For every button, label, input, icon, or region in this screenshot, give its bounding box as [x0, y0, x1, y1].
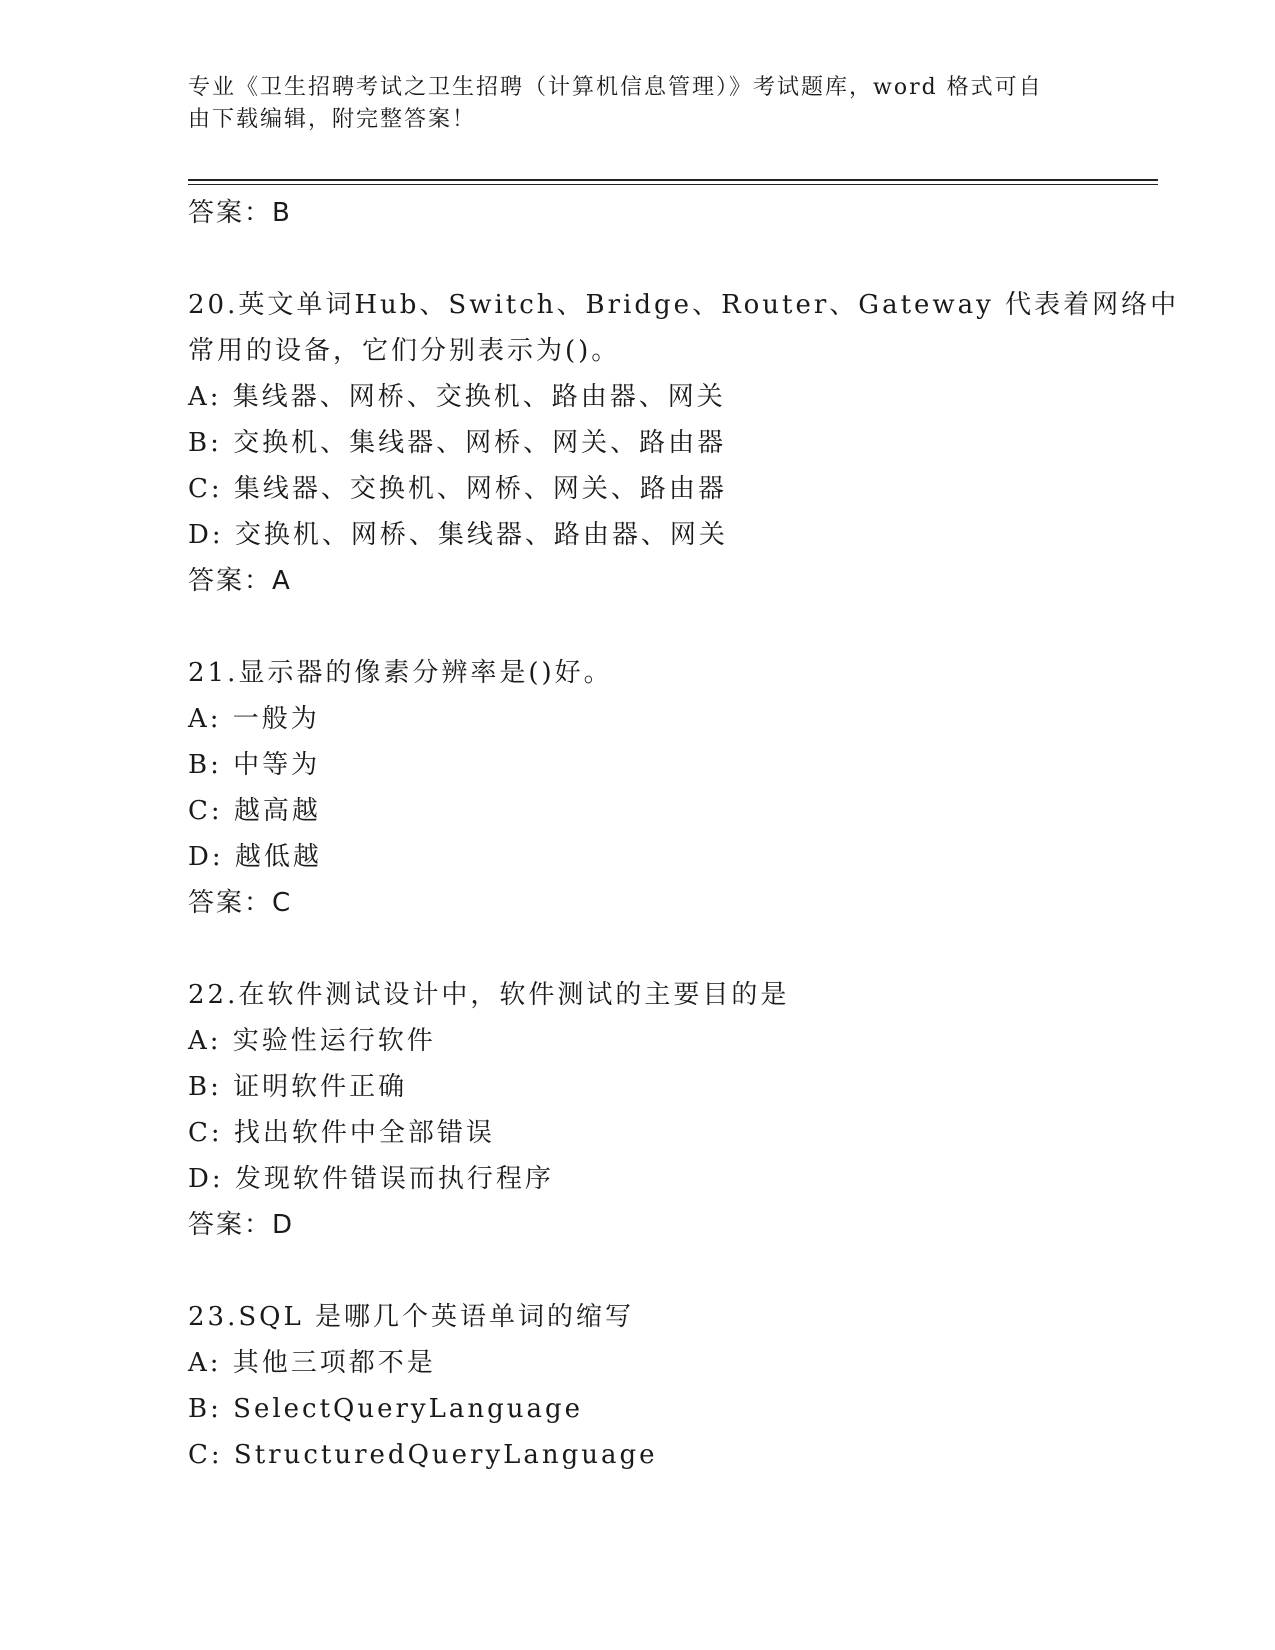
option-c: C: 找出软件中全部错误	[188, 1118, 495, 1148]
option-b: B: 中等为	[188, 750, 321, 780]
header-divider-thin	[188, 184, 1158, 185]
option-d: D: 发现软件错误而执行程序	[188, 1164, 554, 1194]
spacer	[188, 604, 1148, 650]
question-stem: 22.在软件测试设计中，软件测试的主要目的是	[188, 980, 790, 1010]
spacer	[188, 1248, 1148, 1294]
question-22	[188, 972, 1148, 1248]
answer-line: 答案：C	[188, 888, 293, 918]
document-header	[188, 72, 1088, 136]
option-b: B: SelectQueryLanguage	[188, 1394, 584, 1424]
question-23	[188, 1294, 1148, 1478]
option-b: B: 交换机、集线器、网桥、网关、路由器	[188, 428, 727, 458]
question-stem: 23.SQL 是哪几个英语单词的缩写	[188, 1302, 635, 1332]
option-a: A: 集线器、网桥、交换机、路由器、网关	[188, 382, 726, 412]
option-d: D: 越低越	[188, 842, 322, 872]
option-a: A: 其他三项都不是	[188, 1348, 436, 1378]
option-a: A: 一般为	[188, 704, 320, 734]
option-a: A: 实验性运行软件	[188, 1026, 436, 1056]
answer-line: 答案：D	[188, 1210, 295, 1240]
option-c: C: StructuredQueryLanguage	[188, 1440, 658, 1470]
spacer	[188, 236, 1148, 282]
question-list	[188, 190, 1180, 1478]
question-stem: 20.英文单词Hub、Switch、Bridge、Router、Gateway 代表着网络中	[188, 290, 1180, 320]
answer-line: 答案：A	[188, 566, 292, 596]
option-c: C: 集线器、交换机、网桥、网关、路由器	[188, 474, 727, 504]
header-divider-thick	[188, 179, 1158, 181]
header-line-1: 专业《卫生招聘考试之卫生招聘（计算机信息管理）》考试题库，word 格式可自	[188, 75, 1043, 100]
option-c: C: 越高越	[188, 796, 321, 826]
question-stem-continued: 常用的设备，它们分别表示为()。	[188, 336, 621, 366]
spacer	[188, 926, 1148, 972]
option-b: B: 证明软件正确	[188, 1072, 408, 1102]
question-21	[188, 650, 1148, 926]
question-20	[188, 282, 1180, 604]
option-d: D: 交换机、网桥、集线器、路由器、网关	[188, 520, 728, 550]
answer-line: 答案：B	[188, 198, 292, 228]
question-stem: 21.显示器的像素分辨率是()好。	[188, 658, 613, 688]
header-line-2: 由下载编辑，附完整答案！	[188, 107, 477, 132]
